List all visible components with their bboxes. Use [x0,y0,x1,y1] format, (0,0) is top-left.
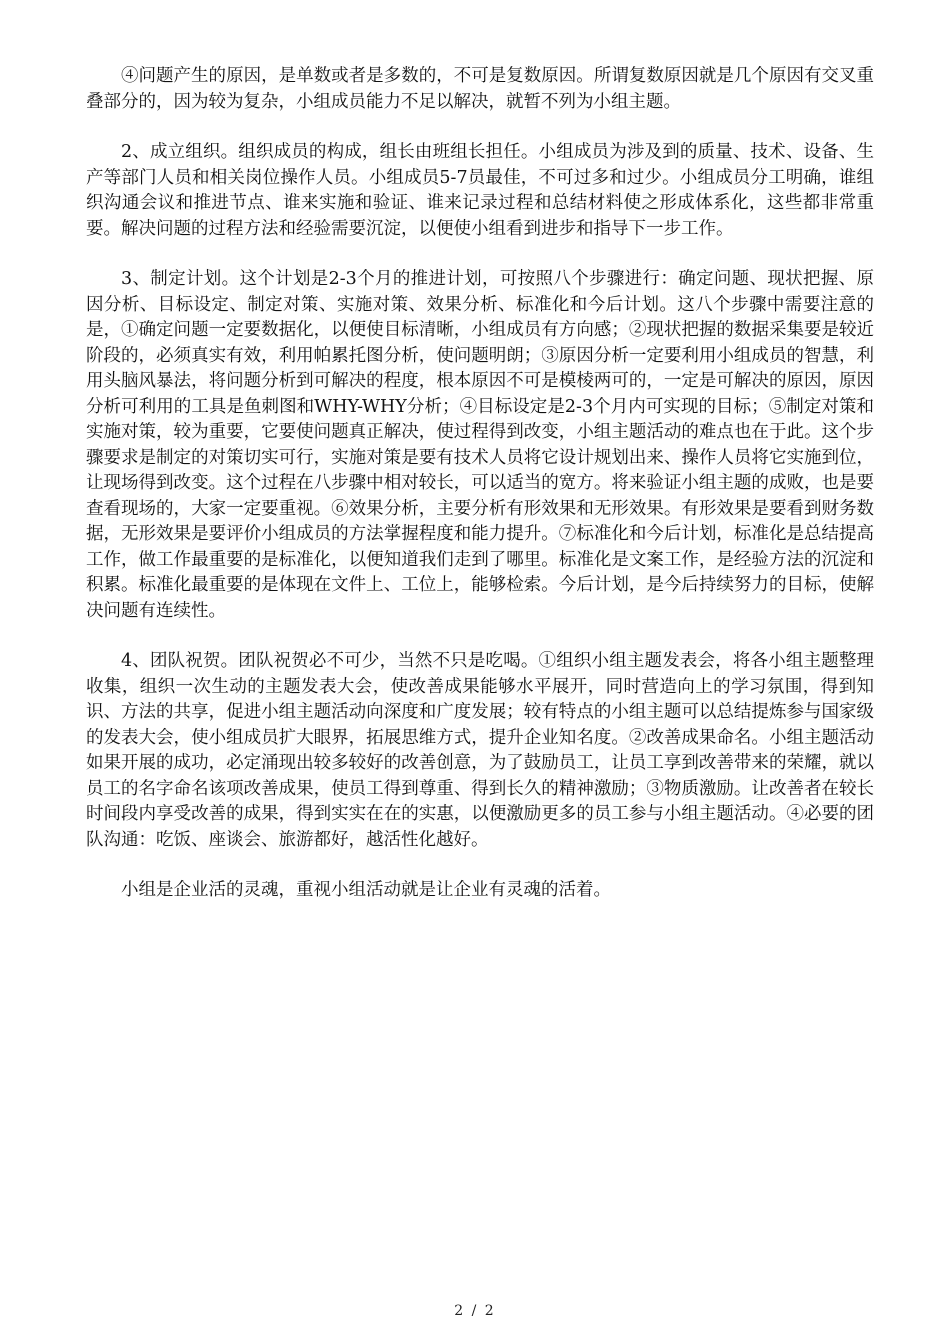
paragraph-problem-cause: ④问题产生的原因，是单数或者是多数的，不可是复数原因。所谓复数原因就是几个原因有交叉重叠部分的，因为较为复杂，小组成员能力不足以解决，就暂不列为小组主题。 [86,66,874,112]
paragraph-establish-organization: 2、成立组织。组织成员的构成，组长由班组长担任。小组成员为涉及到的质量、技术、设备、生产等部门人员和相关岗位操作人员。小组成员5-7员最佳，不可过多和过少。小组成员分工明确，谁组织沟通会议和推进节点、谁来实施和验证、谁来记录过程和总结材料使之形成体系化，这些都非常重要。解决问题的过程方法和经验需要沉淀，以便使小组看到进步和指导下一步工作。 [86,142,874,239]
paragraph-conclusion: 小组是企业活的灵魂，重视小组活动就是让企业有灵魂的活着。 [121,880,611,900]
paragraph-make-plan: 3、制定计划。这个计划是2-3个月的推进计划，可按照八个步骤进行：确定问题、现状把握、原因分析、目标设定、制定对策、实施对策、效果分析、标准化和今后计划。这八个步骤中需要注意的是，①确定问题一定要数据化，以便使目标清晰，小组成员有方向感；②现状把握的数据采集要是较近阶段的，必须真实有效，利用帕累托图分析，使问题明朗；③原因分析一定要利用小组成员的智慧，利用头脑风暴法，将问题分析到可解决的程度，根本原因不可是模棱两可的，一定是可解决的原因，原因分析可利用的工具是鱼刺图和WHY-WHY分析；④目标设定是2-3个月内可实现的目标；⑤制定对策和实施对策，较为重要，它要使问题真正解决，使过程得到改变，小组主题活动的难点也在于此。这个步骤要求是制定的对策切实可行，实施对策是要有技术人员将它设计规划出来、操作人员将它实施到位，让现场得到改变。这个过程在八步骤中相对较长，可以适当的宽方。将来验证小组主题的成败，也是要查看现场的，大家一定要重视。⑥效果分析，主要分析有形效果和无形效果。有形效果是要看到财务数据，无形效果是要评价小组成员的方法掌握程度和能力提升。⑦标准化和今后计划，标准化是总结提高工作，做工作最重要的是标准化，以便知道我们走到了哪里。标准化是文案工作，是经验方法的沉淀和积累。标准化最重要的是体现在文件上、工位上，能够检索。今后计划，是今后持续努力的目标，使解决问题有连续性。 [86,269,874,621]
page-number: 2 / 2 [454,1303,496,1319]
document-body [86,64,874,929]
paragraph-team-celebration: 4、团队祝贺。团队祝贺必不可少，当然不只是吃喝。①组织小组主题发表会，将各小组主题整理收集，组织一次生动的主题发表大会，使改善成果能够水平展开，同时营造向上的学习氛围，得到知识、方法的共享，促进小组主题活动向深度和广度发展；较有特点的小组主题可以总结提炼参与国家级的发表大会，使小组成员扩大眼界，拓展思维方式，提升企业知名度。②改善成果命名。小组主题活动如果开展的成功，必定涌现出较多较好的改善创意，为了鼓励员工，让员工享到改善带来的荣耀，就以员工的名字命名该项改善成果，使员工得到尊重、得到长久的精神激励；③物质激励。让改善者在较长时间段内享受改善的成果，得到实实在在的实惠，以便激励更多的员工参与小组主题活动。④必要的团队沟通：吃饭、座谈会、旅游都好，越活性化越好。 [86,651,874,850]
